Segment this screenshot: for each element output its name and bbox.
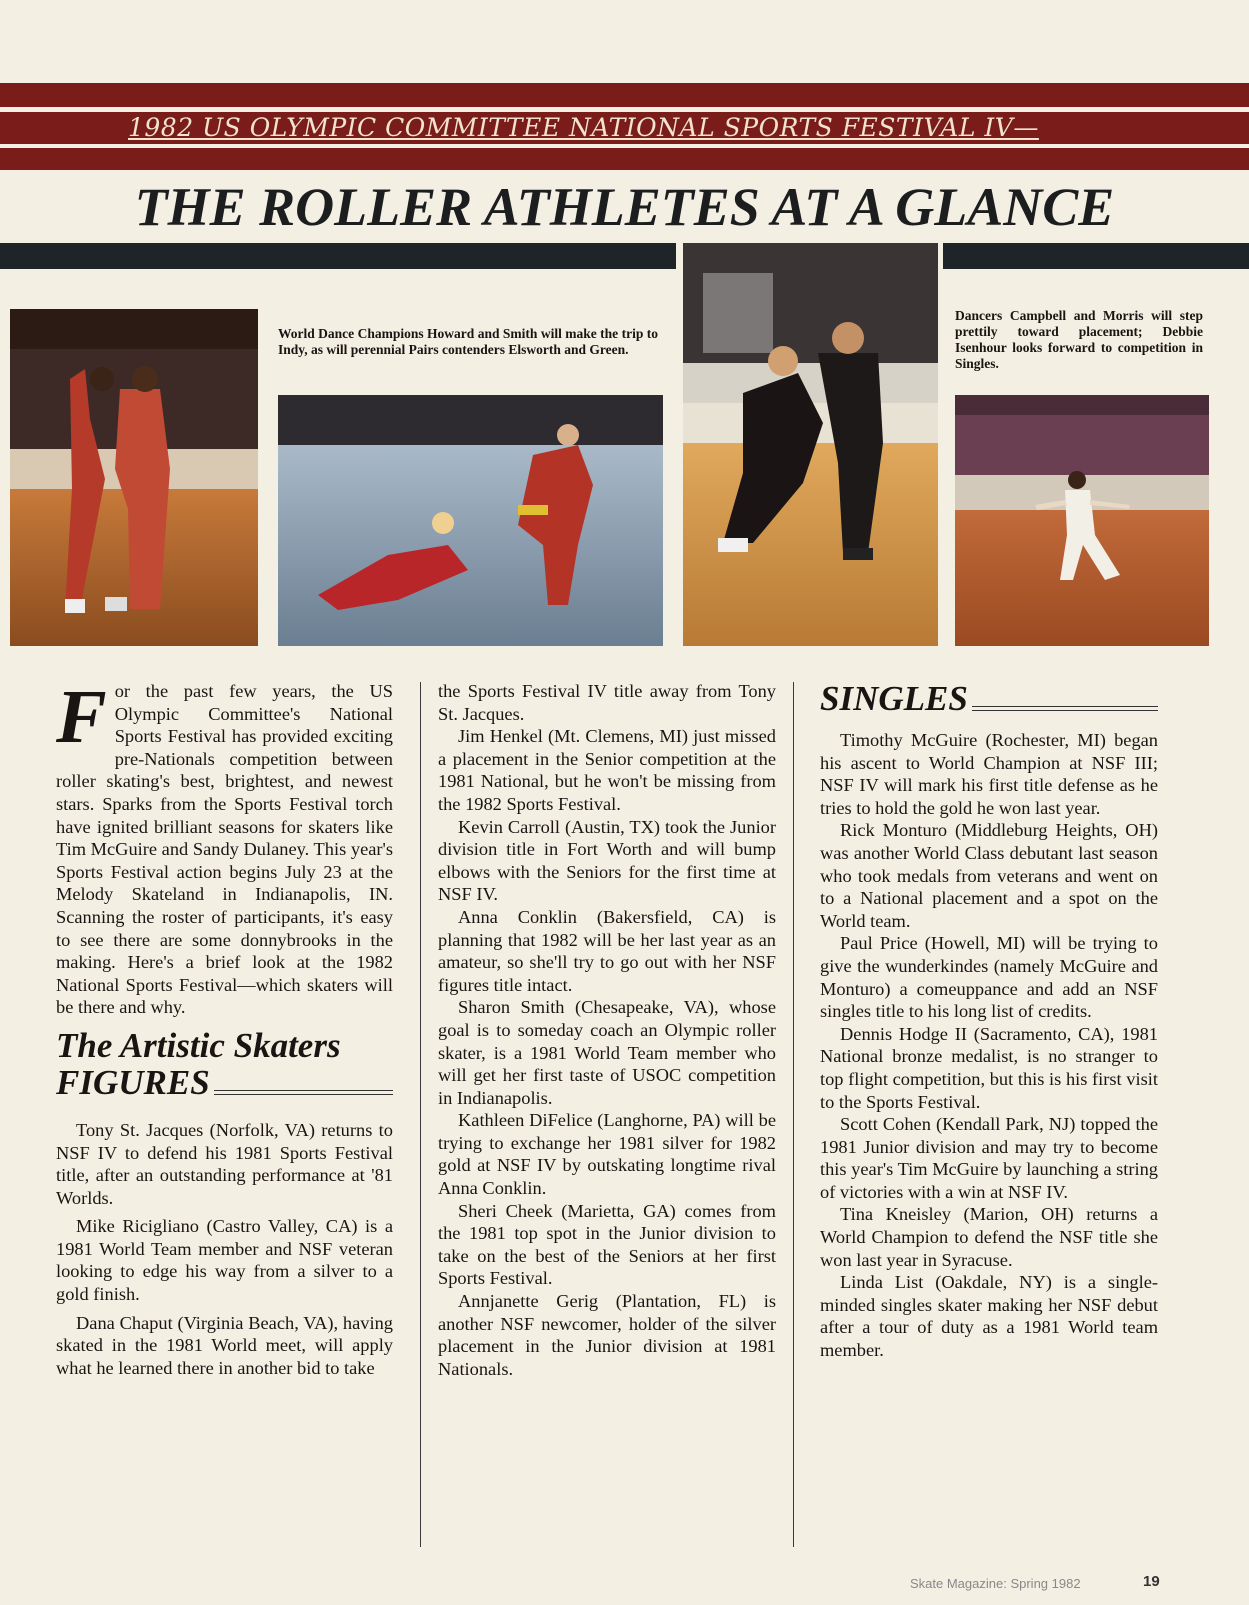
- figures-rule: [214, 1090, 393, 1095]
- photo-caption-left: World Dance Champions Howard and Smith will make the trip to Indy, as will perennial Pairs contenders Elsworth and Green.: [278, 326, 658, 357]
- column-rule-1: [420, 682, 421, 1547]
- photo-singles-skater: [955, 395, 1209, 646]
- section-heading-artistic: The Artistic Skaters: [56, 1025, 341, 1065]
- kicker-banner: 1982 US OLYMPIC COMMITTEE NATIONAL SPORTS FESTIVAL IV—: [0, 112, 1249, 144]
- divider-bar-right: [943, 243, 1249, 269]
- col2-paragraph-1: Jim Henkel (Mt. Clemens, MI) just missed a placement in the Senior competition at the 1981 National, but he won't be missing from the 1982 Sports Festival.: [438, 726, 776, 814]
- col2-paragraph-5: Kathleen DiFelice (Langhorne, PA) will be trying to exchange her 1981 silver for 1982 gold at NSF IV by outskating longtime rival Anna Conklin.: [438, 1110, 776, 1199]
- column-rule-2: [793, 682, 794, 1547]
- singles-paragraph-3: Paul Price (Howell, MI) will be trying to give the wunderkindes (namely McGuire and Monturo) a comeuppance and add an NSF singles title to his long list of credits.: [820, 933, 1158, 1022]
- singles-rule: [972, 706, 1158, 711]
- col2-paragraph-3: Anna Conklin (Bakersfield, CA) is planning that 1982 will be her last year as an amateur, so she'll try to go out with her NSF figures title intact.: [438, 906, 776, 995]
- singles-label: SINGLES: [820, 679, 968, 718]
- photo-dance-couple: [683, 243, 938, 646]
- figures-paragraph-1: Tony St. Jacques (Norfolk, VA) returns to NSF IV to defend his 1981 Sports Festival title, after an outstanding performance at '81 Worlds.: [56, 1119, 393, 1208]
- figures-paragraph-2: Mike Ricigliano (Castro Valley, CA) is a 1981 World Team member and NSF veteran looking to edge his way from a silver to a gold finish.: [56, 1216, 393, 1305]
- article-column-2: [438, 680, 776, 1380]
- photo-dance-pair: [10, 309, 258, 646]
- col2-paragraph-4: Sharon Smith (Chesapeake, VA), whose goal is to someday coach an Olympic roller skater, is a 1981 World Team member who will get her first taste of USOC competition in Indianapolis.: [438, 997, 776, 1108]
- divider-bar-left: [0, 243, 676, 269]
- drop-cap: F: [56, 675, 107, 759]
- singles-paragraph-6: Tina Kneisley (Marion, OH) returns a World Champion to defend the NSF title she won last year in Syracuse.: [820, 1204, 1158, 1270]
- section-heading-figures: [56, 1064, 393, 1101]
- photo-caption-right: Dancers Campbell and Morris will step prettily toward placement; Debbie Isenhour looks forward to competition in Singles.: [955, 308, 1203, 371]
- header-stripe-bottom: [0, 148, 1249, 170]
- article-column-1: [56, 675, 393, 1379]
- figures-label: FIGURES: [56, 1062, 210, 1102]
- article-column-3: [820, 680, 1158, 1362]
- publication-footer: Skate Magazine: Spring 1982: [910, 1576, 1081, 1591]
- col2-paragraph-0: the Sports Festival IV title away from Tony St. Jacques.: [438, 681, 776, 724]
- header-stripe-top: [0, 83, 1249, 107]
- page-number: 19: [1143, 1573, 1160, 1590]
- singles-paragraph-5: Scott Cohen (Kendall Park, NJ) topped the 1981 Junior division and may try to become this year's Tim McGuire by launching a string of victories with a win at NSF IV.: [820, 1114, 1158, 1202]
- singles-paragraph-4: Dennis Hodge II (Sacramento, CA), 1981 National bronze medalist, is no stranger to top flight competition, but this is his first visit to the Sports Festival.: [820, 1023, 1158, 1112]
- singles-paragraph-1: Timothy McGuire (Rochester, MI) began his ascent to World Champion at NSF III; NSF IV will mark his first title defense as he tries to hold the gold he won last year.: [820, 730, 1158, 818]
- photo-pairs-skaters: [278, 395, 663, 646]
- singles-paragraph-2: Rick Monturo (Middleburg Heights, OH) was another World Class debutant last season who took medals from veterans and went on to a National placement and a spot on the World team.: [820, 820, 1158, 931]
- section-heading-singles: [820, 680, 1158, 717]
- col2-paragraph-6: Sheri Cheek (Marietta, GA) comes from the 1981 top spot in the Junior division to take on the best of the Seniors at her first Sports Festival.: [438, 1200, 776, 1289]
- singles-paragraph-7: Linda List (Oakdale, NY) is a single-minded singles skater making her NSF debut after a tour of duty as a 1981 World team member.: [820, 1272, 1158, 1361]
- col2-paragraph-7: Annjanette Gerig (Plantation, FL) is another NSF newcomer, holder of the silver placement in the Junior division at 1981 Nationals.: [438, 1291, 776, 1379]
- col2-paragraph-2: Kevin Carroll (Austin, TX) took the Junior division title in Fort Worth and will bump elbows with the Seniors for the first time at NSF IV.: [438, 816, 776, 905]
- page-title: THE ROLLER ATHLETES AT A GLANCE: [134, 177, 1115, 237]
- figures-paragraph-3: Dana Chaput (Virginia Beach, VA), having skated in the 1981 World meet, will apply what he learned there in another bid to take: [56, 1312, 393, 1378]
- intro-paragraph: or the past few years, the US Olympic Committee's National Sports Festival has provided exciting pre-Nationals competition between roller skating's best, brightest, and newest stars. Sparks from the Sports Festival torch have ignited brilliant seasons for skaters like Tim McGuire and Sandy Dulaney. This year's Sports Festival action begins July 23 at the Melody Skateland in Indianapolis, IN. Scanning the roster of participants, it's easy to see there are some donnybrooks in the making. Here's a brief look at the 1982 National Sports Festival—which skaters will be there and why.: [56, 681, 393, 1018]
